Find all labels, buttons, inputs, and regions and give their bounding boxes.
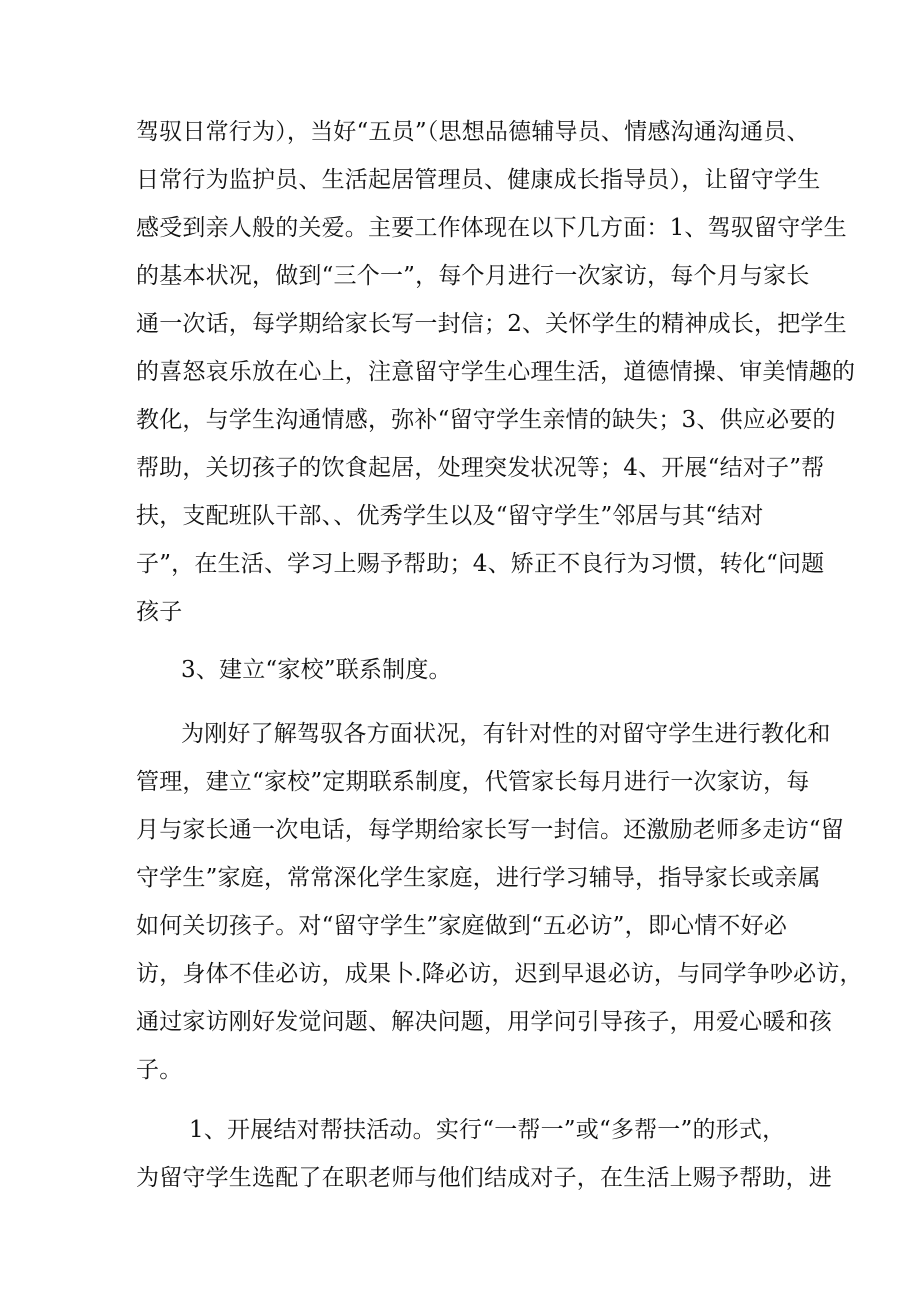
text-line: 为留守学生选配了在职老师与他们结成对子，在生活上赐予帮助，进 (136, 1165, 832, 1191)
text-line: 感受到亲人般的关爱。主要工作体现在以下几方面：1、驾驭留守学生 (136, 215, 847, 241)
text-line: 教化，与学生沟通情感，弥补“留守学生亲情的缺失；3、供应必要的 (136, 407, 836, 433)
text-line: 帮助，关切孩子的饮食起居，处理突发状况等；4、开展“结对子”帮 (136, 455, 825, 481)
text-line: 通过家访刚好发觉问题、解决问题，用学问引导孩子，用爱心暖和孩 (136, 1009, 832, 1035)
text-line: 孩子 (136, 599, 183, 625)
section-heading: 3、建立“家校”联系制度。 (181, 657, 452, 683)
text-line: 管理，建立“家校”定期联系制度，代管家长每月进行一次家访，每 (136, 769, 810, 795)
text-line: 守学生”家庭，常常深化学生家庭，进行学习辅导，指导家长或亲属 (136, 865, 821, 891)
text-line: 通一次话，每学期给家长写一封信；2、关怀学生的精神成长，把学生 (136, 311, 847, 337)
text-line: 1、开展结对帮扶活动。实行“一帮一”或“多帮一”的形式， (189, 1117, 786, 1143)
text-line: 月与家长通一次电话，每学期给家长写一封信。还激励老师多走访“留 (136, 817, 844, 843)
text-line: 的喜怒哀乐放在心上，注意留守学生心理生活，道德情操、审美情趣的 (136, 359, 856, 385)
text-line: 驾驭日常行为），当好“五员”（思想品德辅导员、情感沟通沟通员、 (136, 119, 810, 145)
text-line: 子”，在生活、学习上赐予帮助；4、矫正不良行为习惯，转化“问题 (136, 551, 825, 577)
text-line: 的基本状况，做到“三个一”，每个月进行一次家访，每个月与家长 (136, 263, 810, 289)
text-line: 为刚好了解驾驭各方面状况，有针对性的对留守学生进行教化和 (181, 721, 831, 747)
text-line: 日常行为监护员、生活起居管理员、健康成长指导员），让留守学生 (136, 167, 821, 193)
text-line: 如何关切孩子。对“留守学生”家庭做到“五必访”，即心情不好必 (136, 913, 788, 939)
text-line: 访，身体不佳必访，成果卜.降必访，迟到早退必访，与同学争吵必访， (136, 961, 863, 987)
text-line: 扶，支配班队干部、、优秀学生以及“留守学生”邻居与其“结对 (136, 503, 764, 529)
text-line: 子。 (136, 1057, 183, 1083)
